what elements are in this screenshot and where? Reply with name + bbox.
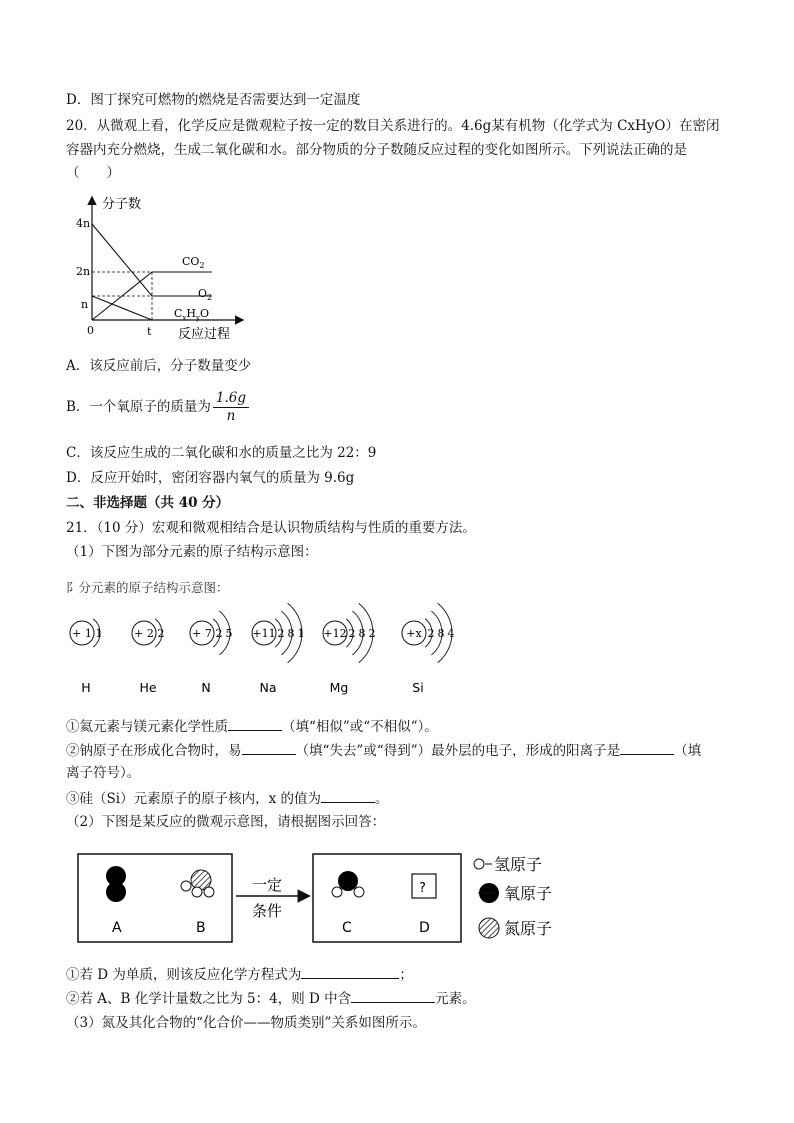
- answer-blank-similar[interactable]: [228, 716, 282, 731]
- chart-x-label: 反应过程: [178, 327, 231, 342]
- q21-2-2: [66, 988, 476, 1009]
- fraction-numerator: 1.6g: [213, 390, 249, 408]
- q21-2-2-text: ②若 A、B 化学计量数之比为 5：4，则 D 中含: [66, 991, 352, 1007]
- electron-count: 4: [447, 627, 455, 640]
- q21-2-1-text: ①若 D 为单质，则该反应化学方程式为: [66, 967, 302, 983]
- answer-blank-x-value[interactable]: [321, 788, 375, 803]
- q20-option-b-text: B．一个氧原子的质量为: [66, 399, 211, 415]
- q21-stem: 21．（10 分）宏观和微观相结合是认识物质结构与性质的重要方法。: [66, 520, 476, 536]
- electron-count: 2: [368, 627, 376, 640]
- q20-answer-paren: （ ）: [66, 165, 120, 181]
- chart-label-o2: $O_2$: [198, 287, 213, 302]
- q21-1-1-text: ①氦元素与镁元素化学性质: [66, 719, 228, 735]
- q21-part2: （2）下图是某反应的微观示意图，请根据图示回答：: [66, 814, 386, 830]
- condition-line1: 一定: [252, 876, 283, 894]
- molecule-d-question: ?: [419, 881, 426, 896]
- electron-count: 8: [437, 627, 445, 640]
- q19-option-d: D．图丁探究可燃物的燃烧是否需要达到一定温度: [66, 92, 361, 108]
- label-d: D: [419, 920, 430, 936]
- electron-count: 2: [157, 627, 165, 640]
- molecule-c-oxygen-atom: [338, 871, 358, 891]
- electron-count: 1: [297, 627, 305, 640]
- reaction-micro-diagram: [76, 846, 586, 946]
- molecule-count-chart: [70, 190, 250, 345]
- molecule-a-oxygen-atom: [106, 882, 126, 902]
- label-b: B: [196, 920, 206, 936]
- atom-nuclear-charge: +11: [252, 627, 276, 640]
- atom-diagram-si: [402, 603, 455, 695]
- q20-stem-line1: 20．从微观上看，化学反应是微观粒子按一定的数目关系进行的。4.6g某有机物（化学式为 CxHyO）在密闭: [66, 118, 720, 134]
- molecule-c-hydrogen-atom: [332, 887, 342, 897]
- q21-part3: （3）氮及其化合物的“化合价——物质类别”关系如图所示。: [66, 1015, 426, 1031]
- q21-1-1-tail: （填“相似”或“不相似”）。: [282, 719, 438, 735]
- atom-nuclear-charge: +12: [323, 627, 347, 640]
- q20-option-b-fraction: [213, 390, 249, 425]
- q21-1-3-text: ③硅（Si）元素原子的原子核内，x 的值为: [66, 791, 321, 807]
- molecule-b-hydrogen-atom: [181, 881, 191, 891]
- molecule-c-hydrogen-atom: [354, 887, 364, 897]
- atom-nuclear-charge: + 7: [192, 627, 212, 640]
- q21-part1: （1）下图为部分元素的原子结构示意图：: [66, 544, 318, 560]
- chart-y-tick-4n: 4n: [76, 217, 91, 230]
- q20-option-d: D．反应开始时，密闭容器内氧气的质量为 9.6g: [66, 470, 355, 486]
- q21-1-3: [66, 788, 388, 809]
- electron-count: 2: [427, 627, 435, 640]
- chart-y-tick-n: n: [81, 298, 89, 311]
- q21-2-1: [66, 964, 413, 985]
- electron-count: 5: [225, 627, 233, 640]
- electron-count: 2: [215, 627, 223, 640]
- q21-1-2-tail: （填: [674, 743, 702, 759]
- q21-2-2-tail: 元素。: [435, 991, 476, 1007]
- molecule-b-hydrogen-atom: [192, 887, 202, 897]
- electron-count: 8: [287, 627, 295, 640]
- molecule-b-hydrogen-atom: [204, 887, 214, 897]
- chart-x-tick-0: 0: [87, 324, 94, 337]
- product-box: [313, 854, 461, 942]
- atom-figure-caption: 阝分元素的原子结构示意图：: [66, 580, 229, 595]
- element-symbol: Si: [412, 680, 424, 695]
- fraction-denominator: n: [226, 408, 236, 424]
- electron-count: 2: [348, 627, 356, 640]
- answer-blank-lose-gain[interactable]: [242, 740, 296, 755]
- q20-option-c: C．该反应生成的二氧化碳和水的质量之比为 22：9: [66, 445, 377, 461]
- reactant-box: [78, 854, 232, 942]
- legend-nitrogen-label: 氮原子: [504, 919, 553, 938]
- condition-line2: 条件: [252, 902, 283, 920]
- legend-nitrogen-atom: [479, 918, 499, 938]
- q20-option-a: A．该反应前后，分子数量变少: [66, 358, 252, 374]
- chart-label-co2: $CO_2$: [182, 255, 205, 270]
- atom-diagram-n: [190, 611, 233, 695]
- chart-y-tick-2n: 2n: [76, 265, 91, 278]
- q21-2-1-tail: ；: [399, 967, 413, 983]
- legend-hydrogen-label: 氢原子: [494, 855, 543, 874]
- atom-structure-diagrams: [66, 596, 486, 706]
- element-symbol: H: [81, 680, 91, 695]
- answer-blank-cation[interactable]: [620, 740, 674, 755]
- atom-diagram-he: [132, 619, 165, 695]
- chart-label-cxhyo: $C_xH_yO$: [174, 307, 209, 322]
- q21-1-3-tail: 。: [374, 791, 389, 807]
- element-symbol: Mg: [329, 680, 349, 695]
- label-a: A: [112, 920, 122, 936]
- atom-diagram-na: [252, 603, 305, 695]
- q21-1-1: [66, 716, 438, 737]
- atom-diagram-mg: [323, 603, 376, 695]
- answer-blank-element[interactable]: [351, 988, 435, 1003]
- electron-count: 8: [358, 627, 366, 640]
- chart-x-tick-t: t: [147, 325, 152, 338]
- atom-diagram-h: [70, 619, 103, 695]
- atom-nuclear-charge: + 2: [134, 627, 154, 640]
- section2-title: 二、非选择题（共 40 分）: [66, 495, 230, 511]
- atom-nuclear-charge: +x: [406, 627, 422, 640]
- label-c: C: [342, 920, 352, 936]
- q21-1-2-middle: （填“失去”或“得到”）最外层的电子，形成的阳离子是: [295, 743, 621, 759]
- electron-count: 2: [277, 627, 285, 640]
- element-symbol: Na: [259, 680, 277, 695]
- q21-1-2-cont: 离子符号）。: [66, 765, 141, 781]
- element-symbol: N: [201, 680, 211, 695]
- answer-blank-equation[interactable]: [301, 964, 399, 979]
- electron-count: 1: [95, 627, 103, 640]
- atom-nuclear-charge: + 1: [72, 627, 92, 640]
- q20-option-b: [66, 390, 249, 425]
- q21-1-2-text: ②钠原子在形成化合物时，易: [66, 743, 242, 759]
- legend-hydrogen-atom: [474, 859, 484, 869]
- legend-oxygen-label: 氧原子: [504, 884, 553, 903]
- element-symbol: He: [139, 680, 157, 695]
- chart-y-label: 分子数: [102, 197, 142, 212]
- q21-1-2: [66, 740, 701, 761]
- q20-stem-line2: 容器内充分燃烧，生成二氧化碳和水。部分物质的分子数随反应过程的变化如图所示。下列说法正确的是: [66, 142, 687, 158]
